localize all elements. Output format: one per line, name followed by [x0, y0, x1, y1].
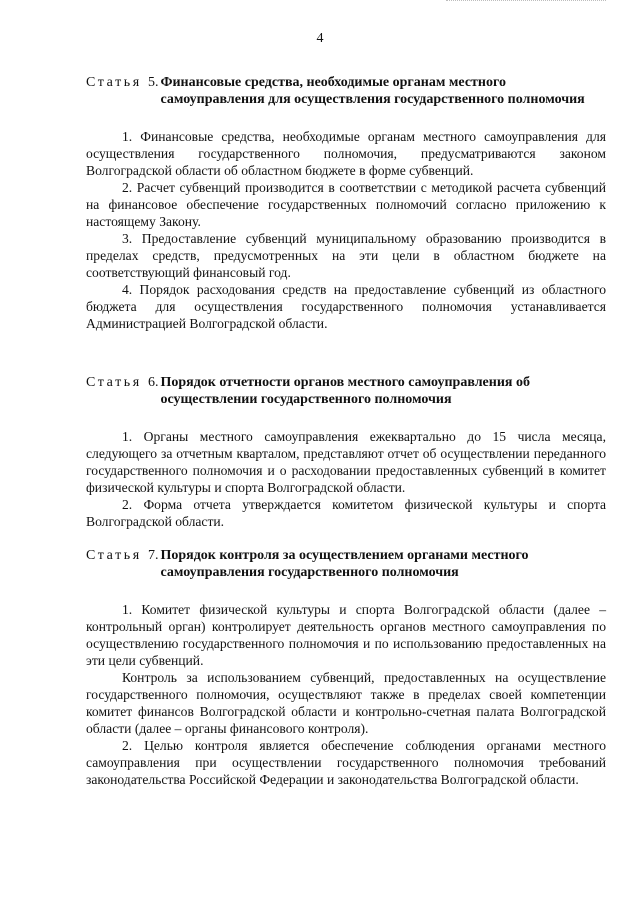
- paragraph: 1. Органы местного самоуправления ежеквартально до 15 числа месяца, следующего за отчетным кварталом, представляют отчет об осуществлении переданного государственного полномочия и о расходовании предоставленных субвенций в комитет физической культуры и спорта Волгоградской области.: [86, 429, 606, 495]
- paragraph: 1. Комитет физической культуры и спорта Волгоградской области (далее – контрольный орган) контролирует деятельность органов местного самоуправления по осуществлению государственного полномочия и по использованию предоставленных на эти цели субвенций.: [86, 602, 606, 668]
- article-label: Статья 5.: [86, 75, 159, 90]
- paragraph: 2. Форма отчета утверждается комитетом физической культуры и спорта Волгоградской области.: [86, 497, 606, 529]
- paragraph: 2. Целью контроля является обеспечение соблюдения органами местного самоуправления при осуществлении государственного полномочия требований законодательства Российской Федерации и законодательства Волгоградской области.: [86, 738, 606, 787]
- article-label: Статья 7.: [86, 548, 159, 563]
- paragraph: 3. Предоставление субвенций муниципальному образованию производится в пределах средств, предусмотренных на эти цели в областном бюджете на соответствующий финансовый год.: [86, 231, 606, 280]
- paragraph: Контроль за использованием субвенций, предоставленных на осуществление государственного полномочия, осуществляют также в пределах своей компетенции комитет финансов Волгоградской области и контрольно-счетная палата Волгоградской области (далее – органы финансового контроля).: [86, 670, 606, 736]
- page-number: 4: [316, 31, 324, 46]
- paragraph: 2. Расчет субвенций производится в соответствии с методикой расчета субвенций на финансовое обеспечение государственных полномочий согласно приложению к настоящему Закону.: [86, 180, 606, 229]
- article-title: Порядок отчетности органов местного самоуправления об осуществлении государственного полномочия: [160, 375, 530, 407]
- paragraph: 1. Финансовые средства, необходимые органам местного самоуправления для осуществления государственного полномочия, предусматриваются законом Волгоградской области об областном бюджете в форме субвенций.: [86, 129, 606, 178]
- article-title: Порядок контроля за осуществлением органами местного самоуправления государственного полномочия: [160, 548, 529, 580]
- article-title: Финансовые средства, необходимые органам местного самоуправления для осуществления государственного полномочия: [160, 75, 585, 107]
- article-label: Статья 6.: [86, 375, 159, 390]
- article-6: [86, 374, 606, 530]
- article-5: [86, 74, 606, 332]
- top-edge-mark: [446, 0, 606, 1]
- article-heading: [86, 74, 606, 108]
- article-heading: [86, 547, 606, 581]
- article-7: [86, 547, 606, 788]
- article-heading: [86, 374, 606, 408]
- paragraph: 4. Порядок расходования средств на предоставление субвенций из областного бюджета для осуществления государственного полномочия устанавливается Администрацией Волгоградской области.: [86, 282, 606, 331]
